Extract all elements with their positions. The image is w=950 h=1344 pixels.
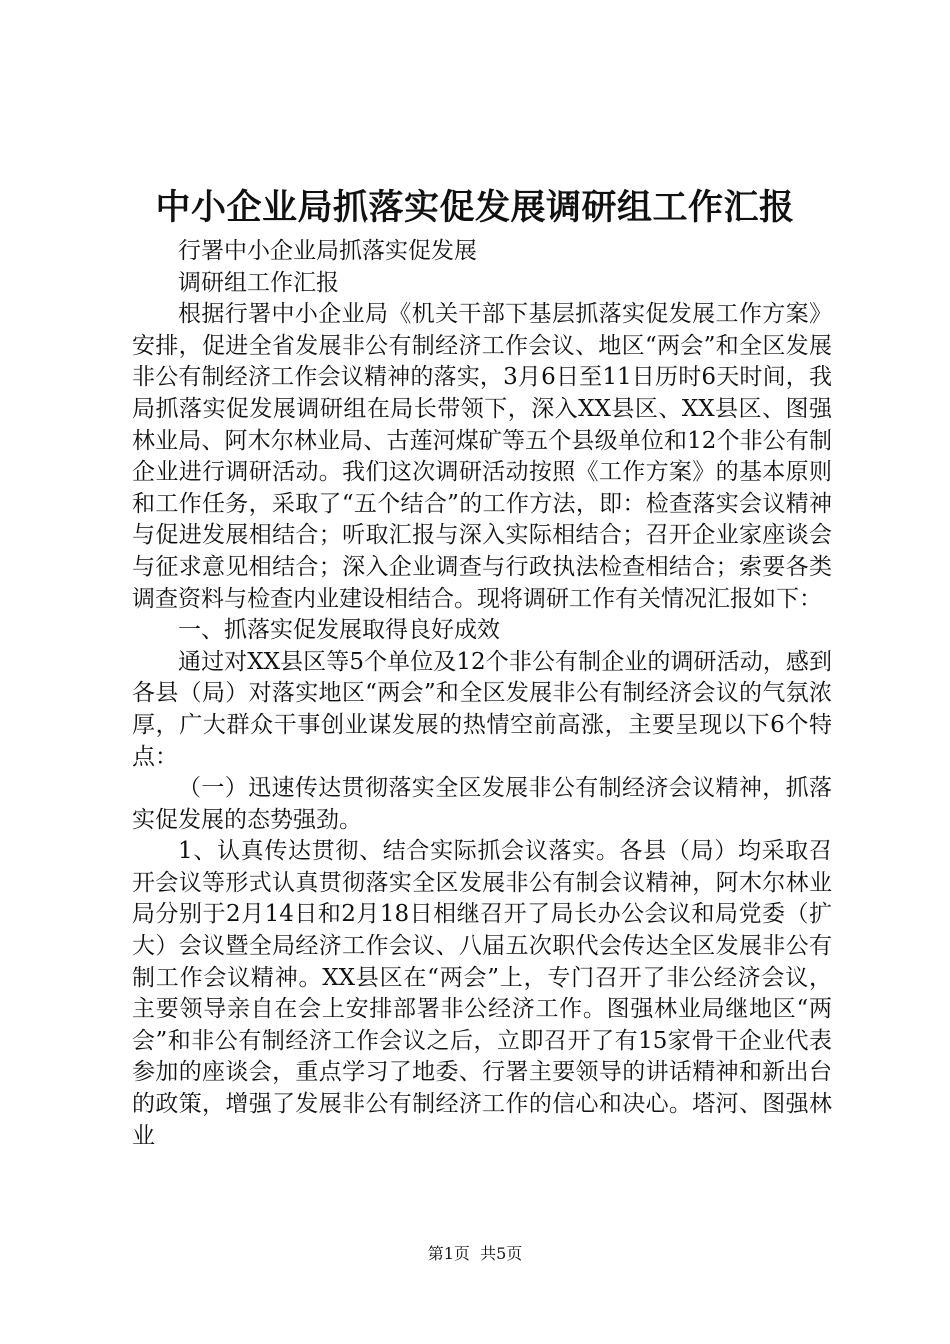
subtitle-line-1: 行署中小企业局抓落实促发展 — [178, 238, 477, 264]
document-body — [132, 236, 832, 1152]
section-heading-1: 一、抓落实促发展取得良好成效 — [178, 617, 500, 644]
page-number-label: 第1页 共5页 — [427, 1244, 523, 1263]
subtitle-line-2: 调研组工作汇报 — [178, 269, 339, 296]
intro-paragraph: 根据行署中小企业局《机关干部下基层抓落实促发展工作方案》安排，促进全省发展非公有制经济工作会议、地区“两会”和全区发展非公有制经济工作会议精神的落实，3月6日至11日历时6天时间，我局抓落实促发展调研组在局长带领下，深入XX县区、XX县区、图强林业局、阿木尔林业局、古莲河煤矿等五个县级单位和12个非公有制企业进行调研活动。我们这次调研活动按照《工作方案》的基本原则和工作任务，采取了“五个结合”的工作方法，即：检查落实会议精神与促进发展相结合；听取汇报与深入实际相结合；召开企业家座谈会与征求意见相结合；深入企业调查与行政执法检查相结合；索要各类调查资料与检查内业建设相结合。现将调研工作有关情况汇报如下： — [132, 301, 832, 612]
page-footer — [0, 1244, 950, 1264]
item-paragraph-1: 1、认真传达贯彻、结合实际抓会议落实。各县（局）均采取召开会议等形式认真贯彻落实全区发展非公有制会议精神，阿木尔林业局分别于2月14日和2月18日相继召开了局长办公会议和局党委（扩大）会议暨全局经济工作会议、八届五次职代会传达全区发展非公有制工作会议精神。XX县区在“两会”上，专门召开了非公经济会议，主要领导亲自在会上安排部署非公经济工作。图强林业局继地区“两会”和非公有制经济工作会议之后，立即召开了有15家骨干企业代表参加的座谈会，重点学习了地委、行署主要领导的讲话精神和新出台的政策，增强了发展非公有制经济工作的信心和决心。塔河、图强林业 — [132, 838, 832, 1149]
subsection-heading-1: （一）迅速传达贯彻落实全区发展非公有制经济会议精神，抓落实促发展的态势强劲。 — [132, 775, 832, 833]
section-paragraph-1: 通过对XX县区等5个单位及12个非公有制企业的调研活动，感到各县（局）对落实地区“两会”和全区发展非公有制经济会议的气氛浓厚，广大群众干事创业谋发展的热情空前高涨，主要呈现以下6个特点： — [132, 648, 832, 770]
document-title: 中小企业局抓落实促发展调研组工作汇报 — [155, 187, 795, 228]
